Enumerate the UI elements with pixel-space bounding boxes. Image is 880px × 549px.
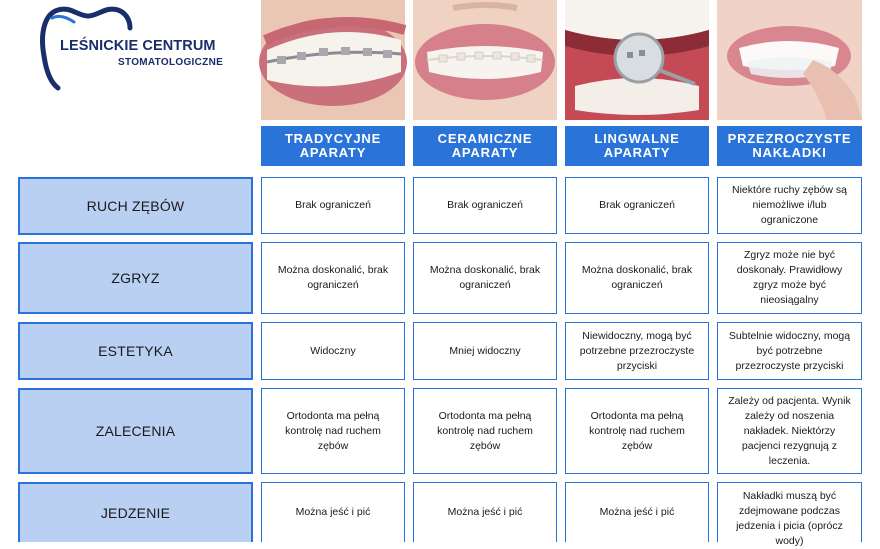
column-header-traditional: TRADYCYJNE APARATY <box>261 126 405 166</box>
row-label-eating: JEDZENIE <box>18 482 253 542</box>
table-cell: Ortodonta ma pełną kontrolę nad ruchem zębów <box>261 388 405 474</box>
clear-aligner-photo <box>717 0 862 120</box>
logo-line1: LEŚNICKIE CENTRUM <box>60 38 216 54</box>
table-cell: Można jeść i pić <box>413 482 557 542</box>
metal-braces-photo <box>261 0 405 120</box>
table-cell: Nakładki muszą być zdejmowane podczas jedzenia i picia (oprócz wody) <box>717 482 862 542</box>
table-cell: Subtelnie widoczny, mogą być potrzebne przezroczyste przyciski <box>717 322 862 380</box>
table-cell: Można doskonalić, brak ograniczeń <box>261 242 405 314</box>
table-cell: Niewidoczny, mogą być potrzebne przezroczyste przyciski <box>565 322 709 380</box>
table-cell: Brak ograniczeń <box>413 177 557 234</box>
table-cell: Można jeść i pić <box>261 482 405 542</box>
table-cell: Niektóre ruchy zębów są niemożliwe i/lub ograniczone <box>717 177 862 234</box>
table-cell: Zależy od pacjenta. Wynik zależy od noszenia nakładek. Niektórzy pacjenci rezygnują z leczenia. <box>717 388 862 474</box>
table-cell: Brak ograniczeń <box>261 177 405 234</box>
table-cell: Brak ograniczeń <box>565 177 709 234</box>
row-label-tooth-movement: RUCH ZĘBÓW <box>18 177 253 235</box>
row-label-aesthetics: ESTETYKA <box>18 322 253 380</box>
table-cell: Można doskonalić, brak ograniczeń <box>565 242 709 314</box>
lingual-braces-photo <box>565 0 709 120</box>
clinic-logo <box>38 4 248 94</box>
ceramic-braces-photo <box>413 0 557 120</box>
column-header-ceramic: CERAMICZNE APARATY <box>413 126 557 166</box>
table-cell: Ortodonta ma pełną kontrolę nad ruchem zębów <box>565 388 709 474</box>
table-cell: Zgryz może nie być doskonały. Prawidłowy zgryz może być nieosiągalny <box>717 242 862 314</box>
row-label-recommendations: ZALECENIA <box>18 388 253 474</box>
logo-line2: STOMATOLOGICZNE <box>118 57 224 68</box>
row-label-bite: ZGRYZ <box>18 242 253 314</box>
table-cell: Można jeść i pić <box>565 482 709 542</box>
column-header-lingual: LINGWALNE APARATY <box>565 126 709 166</box>
table-cell: Można doskonalić, brak ograniczeń <box>413 242 557 314</box>
table-cell: Ortodonta ma pełną kontrolę nad ruchem zębów <box>413 388 557 474</box>
column-header-aligners: PRZEZROCZYSTE NAKŁADKI <box>717 126 862 166</box>
table-cell: Widoczny <box>261 322 405 380</box>
table-cell: Mniej widoczny <box>413 322 557 380</box>
